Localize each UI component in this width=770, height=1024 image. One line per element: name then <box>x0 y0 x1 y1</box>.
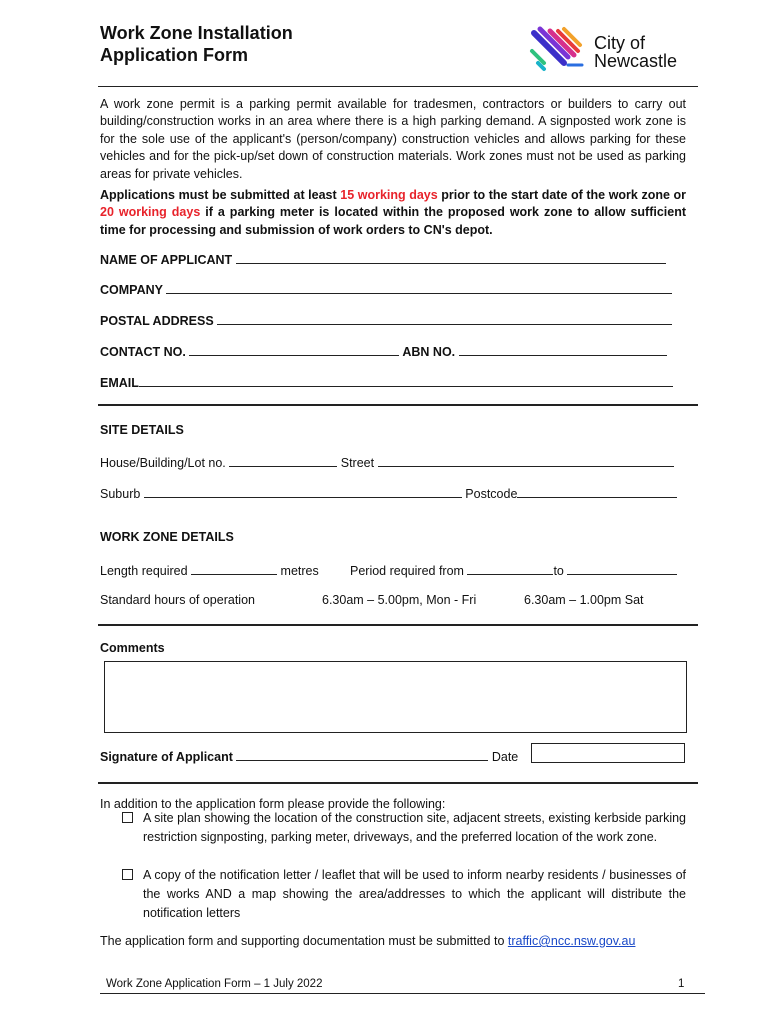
postal-label: POSTAL ADDRESS <box>100 314 214 328</box>
lot-field[interactable] <box>229 454 337 467</box>
company-row <box>100 281 672 297</box>
postal-address-field[interactable] <box>217 312 672 325</box>
comments-box[interactable] <box>104 661 687 733</box>
email-field[interactable] <box>139 374 673 387</box>
workzone-divider <box>98 624 698 626</box>
period-from-field[interactable] <box>467 562 553 575</box>
length-row <box>100 562 319 578</box>
signature-field[interactable] <box>236 748 488 761</box>
period-to-field[interactable] <box>567 562 677 575</box>
suburb-postcode-row <box>100 485 677 501</box>
page-number: 1 <box>678 978 685 990</box>
notice-text-3: if a parking meter is located within the proposed work zone to allow sufficient time for processing and submission of work orders to CN's depot. <box>100 205 686 237</box>
signature-divider <box>98 782 698 784</box>
requirement-notification-letter: A copy of the notification letter / leaflet that will be used to inform nearby residents / businesses of the works AND a map showing the area/addresses to which the applicant will distribute the notification letters <box>143 868 686 920</box>
lot-street-row <box>100 454 674 470</box>
name-field[interactable] <box>236 251 666 264</box>
site-plan-checkbox[interactable] <box>122 811 133 826</box>
title-line-2: Application Form <box>100 45 248 65</box>
notice-text-1: Applications must be submitted at least <box>100 188 341 202</box>
email-label: EMAIL <box>100 376 139 390</box>
form-title <box>100 22 293 66</box>
requirement-site-plan: A site plan showing the location of the construction site, adjacent streets, existing kerbside parking restriction signposting, parking meter, driveways, and the preferred location of the work zone. <box>143 811 686 844</box>
applicant-divider <box>98 404 698 406</box>
footer-rule <box>100 993 705 994</box>
work-zone-details-heading: WORK ZONE DETAILS <box>100 530 234 544</box>
contact-row <box>100 343 667 359</box>
hours-label: Standard hours of operation <box>100 593 255 607</box>
postal-address-row <box>100 312 672 328</box>
abn-field[interactable] <box>459 343 667 356</box>
length-label: Length required <box>100 564 188 578</box>
submission-notice <box>100 187 686 239</box>
suburb-field[interactable] <box>144 485 462 498</box>
period-label: Period required from <box>350 564 464 578</box>
abn-label: ABN NO. <box>402 345 456 359</box>
email-row <box>100 374 673 390</box>
to-label: to <box>553 564 564 578</box>
contact-field[interactable] <box>189 343 399 356</box>
logo-line-2: Newcastle <box>594 51 678 71</box>
checkbox-icon[interactable] <box>122 812 133 823</box>
lot-label: House/Building/Lot no. <box>100 456 226 470</box>
logo-line-1: City of <box>594 33 646 53</box>
street-label: Street <box>340 456 375 470</box>
signature-label: Signature of Applicant <box>100 750 233 764</box>
footer-text: Work Zone Application Form – 1 July 2022 <box>106 978 323 990</box>
notification-letter-checkbox[interactable] <box>122 868 133 883</box>
comments-heading: Comments <box>100 641 165 655</box>
length-field[interactable] <box>191 562 277 575</box>
suburb-label: Suburb <box>100 487 141 501</box>
hours-saturday: 6.30am – 1.00pm Sat <box>524 593 644 607</box>
street-field[interactable] <box>378 454 674 467</box>
notice-15-days: 15 working days <box>340 188 438 202</box>
notice-20-days: 20 working days <box>100 205 201 220</box>
submission-text <box>100 934 635 948</box>
date-label: Date <box>491 750 519 764</box>
name-label: NAME OF APPLICANT <box>100 253 233 267</box>
submission-label: The application form and supporting documentation must be submitted to <box>100 934 508 948</box>
site-details-heading: SITE DETAILS <box>100 423 184 437</box>
title-line-1: Work Zone Installation <box>100 23 293 43</box>
postcode-field[interactable] <box>517 485 677 498</box>
intro-paragraph: A work zone permit is a parking permit available for tradesmen, contractors or builders to carry out building/construction works in an area where there is a high parking demand. A signposted work zone is for the sole use of the applicant's (person/company) construction vehicles and allows parking for these vehicles and for the pick-up/set down of construction materials. Work zones must not be used as parking areas for private vehicles. <box>100 97 686 181</box>
hours-weekday: 6.30am – 5.00pm, Mon - Fri <box>322 593 477 607</box>
traffic-email-link[interactable]: traffic@ncc.nsw.gov.au <box>507 934 636 948</box>
city-logo-text <box>594 34 677 70</box>
metres-label: metres <box>280 564 319 578</box>
postcode-label: Postcode <box>465 487 518 501</box>
checkbox-icon[interactable] <box>122 869 133 880</box>
header-divider <box>98 86 698 87</box>
signature-row <box>100 748 518 764</box>
company-field[interactable] <box>166 281 672 294</box>
contact-label: CONTACT NO. <box>100 345 186 359</box>
city-logo-mark-icon <box>528 25 592 73</box>
date-field[interactable] <box>531 743 685 763</box>
name-of-applicant-row <box>100 251 666 267</box>
requirements-intro: In addition to the application form please provide the following: <box>100 797 446 811</box>
company-label: COMPANY <box>100 283 163 297</box>
notice-text-2: prior to the start date of the work zone or <box>437 188 686 202</box>
period-row <box>350 562 677 578</box>
